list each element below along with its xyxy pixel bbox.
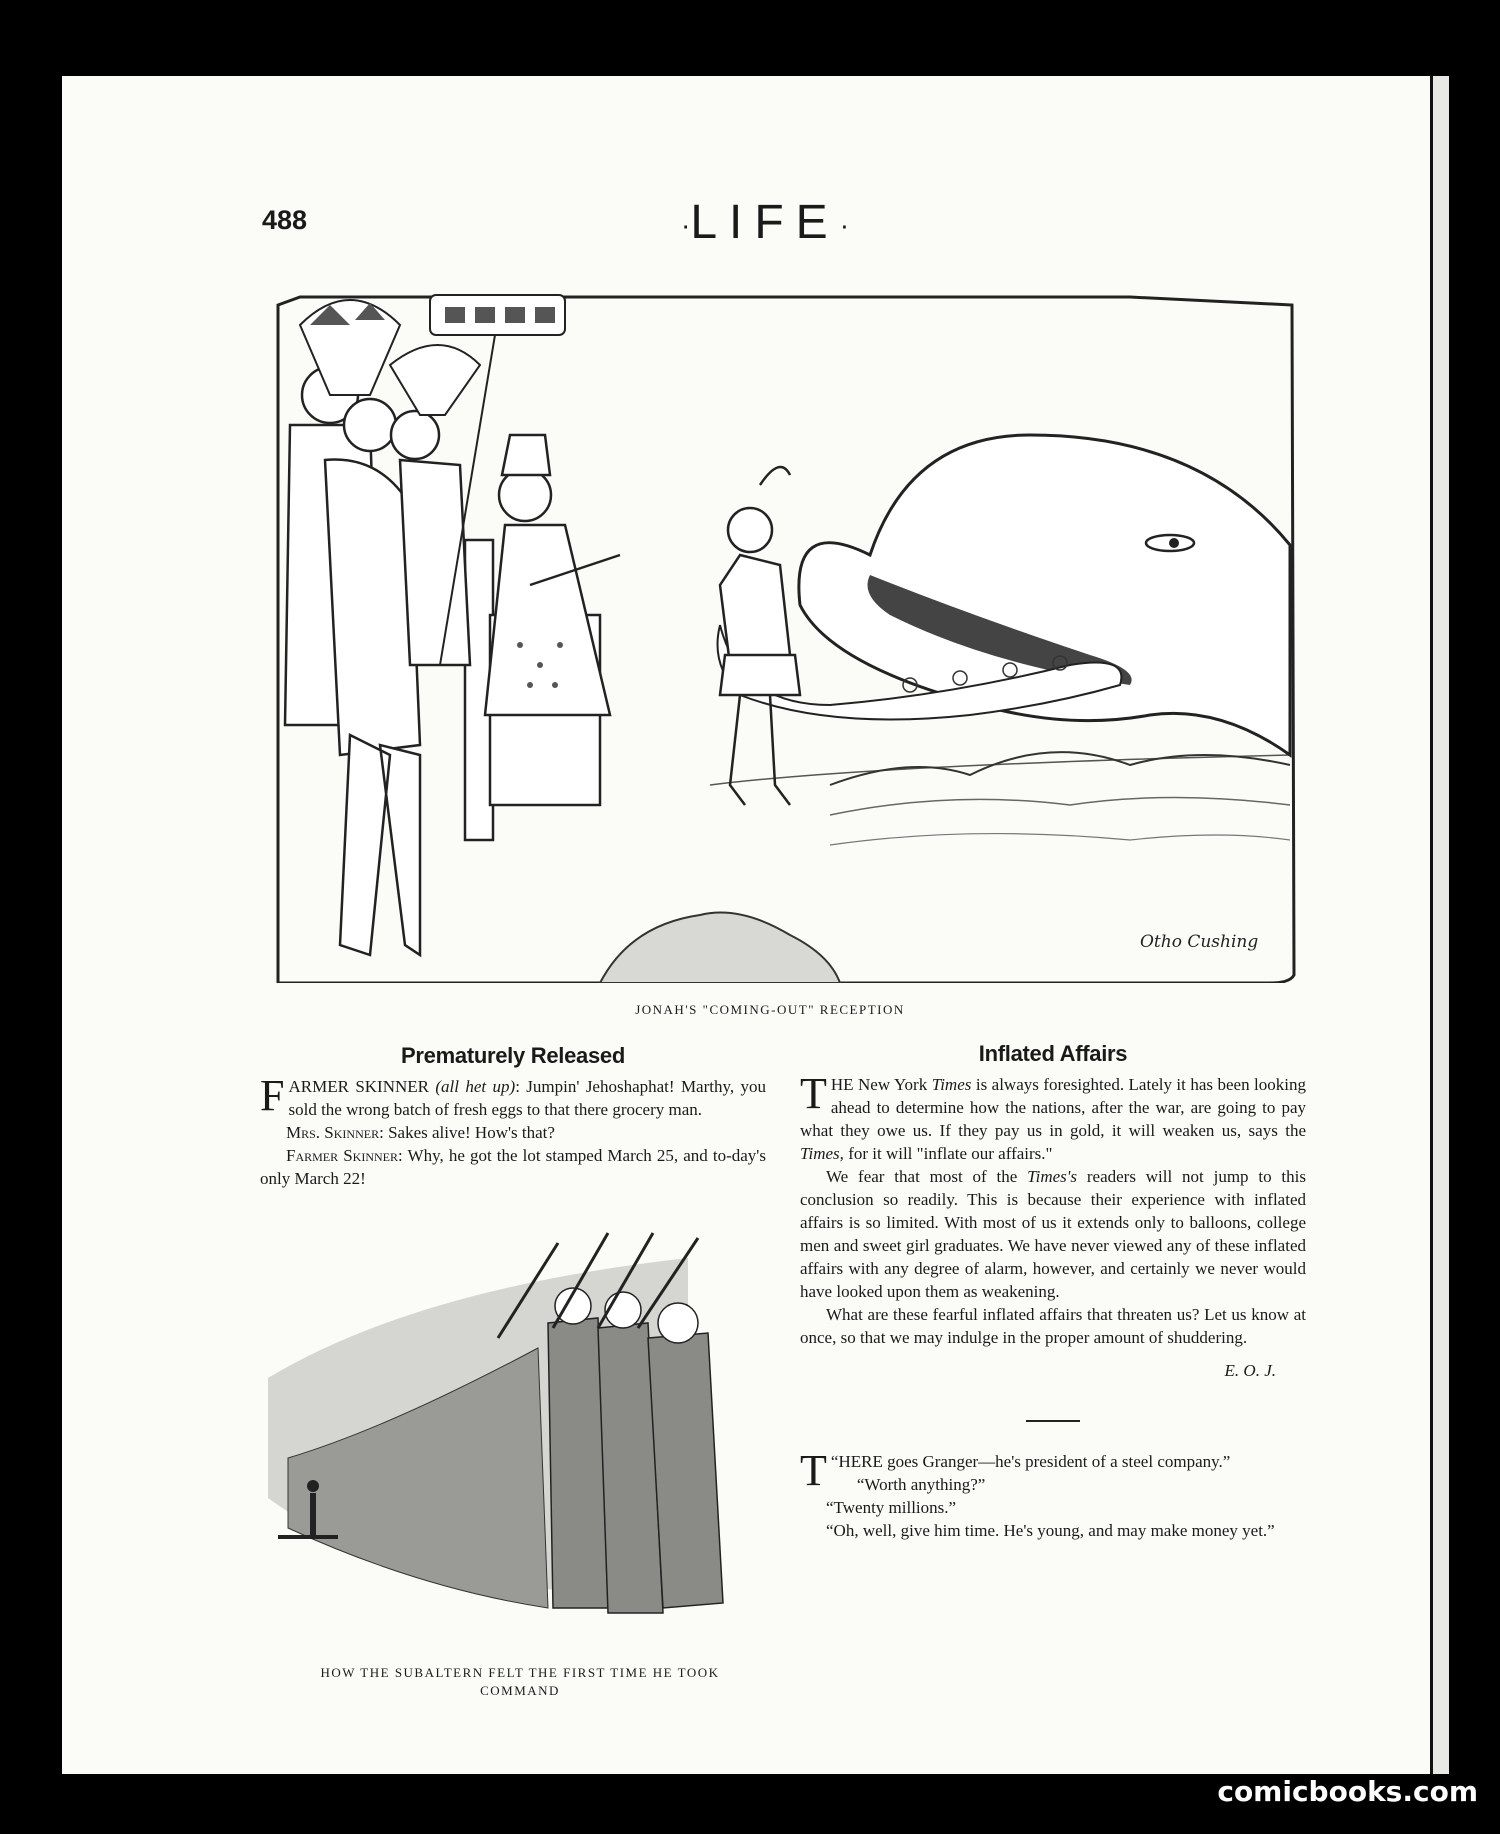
facing-page-edge <box>1430 76 1449 1774</box>
speaker: ARMER SKINNER <box>288 1077 429 1096</box>
body-text-italic: Times, <box>800 1144 844 1163</box>
masthead-title: LIFE <box>690 196 840 249</box>
cartoon-jonah-reception <box>270 285 1296 983</box>
body-text: is always foresighted. Lately it has been looking ahead to determine how the nations, after the war, are going to pay what they owe us. If they pay us in gold, it will weaken us, says the <box>800 1075 1306 1140</box>
drop-cap: T <box>800 1069 827 1118</box>
cartoon-subaltern <box>268 1228 768 1640</box>
watermark: comicbooks.com <box>1217 1775 1478 1808</box>
cartoon-signature: Otho Cushing <box>1140 932 1259 952</box>
page-number: 488 <box>262 205 308 235</box>
body-text-italic: Times's <box>1027 1167 1078 1186</box>
body-text: HE New York <box>830 1075 932 1094</box>
dialogue: : Jumpin' Jehoshaphat! Marthy, you sold the wrong batch of fresh eggs to that there grocery man. <box>288 1077 767 1119</box>
open-quote: “ <box>830 1452 839 1471</box>
dialogue: Sakes alive! How's that? <box>388 1123 555 1142</box>
body-text: for it will "inflate our affairs." <box>843 1144 1053 1163</box>
speaker: Farmer Skinner: <box>286 1146 403 1165</box>
masthead: ·LIFE· <box>680 196 850 249</box>
stage-direction: (all het up) <box>435 1077 516 1096</box>
cartoon-caption: HOW THE SUBALTERN FELT THE FIRST TIME HE TOOK COMMAND <box>320 1665 720 1698</box>
article-prematurely-released <box>260 1044 766 1190</box>
article-title: Inflated Affairs <box>978 1041 1128 1066</box>
section-divider <box>1026 1420 1080 1422</box>
body-text-italic: Times <box>931 1075 972 1094</box>
article-title: Prematurely Released <box>401 1043 625 1068</box>
body-text: What are these fearful inflated affairs that threaten us? Let us know at once, so that we may indulge in the proper amount of shuddering. <box>800 1305 1306 1347</box>
joke-line: “Worth anything?” <box>856 1475 986 1494</box>
article-inflated-affairs <box>800 1042 1306 1542</box>
joke-line: “Oh, well, give him time. He's young, and may make money yet.” <box>826 1521 1275 1540</box>
speaker: Mrs. Skinner: <box>286 1123 384 1142</box>
cartoon-caption: JONAH'S "COMING-OUT" RECEPTION <box>635 1002 905 1017</box>
joke-line: “Twenty millions.” <box>826 1498 957 1517</box>
drop-cap: F <box>260 1071 285 1120</box>
dialogue: Why, he got the lot stamped March 25, and to-day's only March 22! <box>260 1146 766 1188</box>
joke-line: HERE goes Granger—he's president of a steel company.” <box>838 1452 1231 1471</box>
author-initials: E. O. J. <box>1224 1361 1276 1380</box>
body-text: readers will not jump to this conclusion so readily. This is because their experience with inflated affairs is so limited. With most of us it extends only to balloons, college men and sweet girl graduates. We have never viewed any of these inflated affairs with any degree of alarm, however, and certainly we never would have looked upon them as weakening. <box>800 1167 1306 1301</box>
drop-cap: T <box>800 1446 827 1495</box>
body-text: We fear that most of the <box>826 1167 1028 1186</box>
